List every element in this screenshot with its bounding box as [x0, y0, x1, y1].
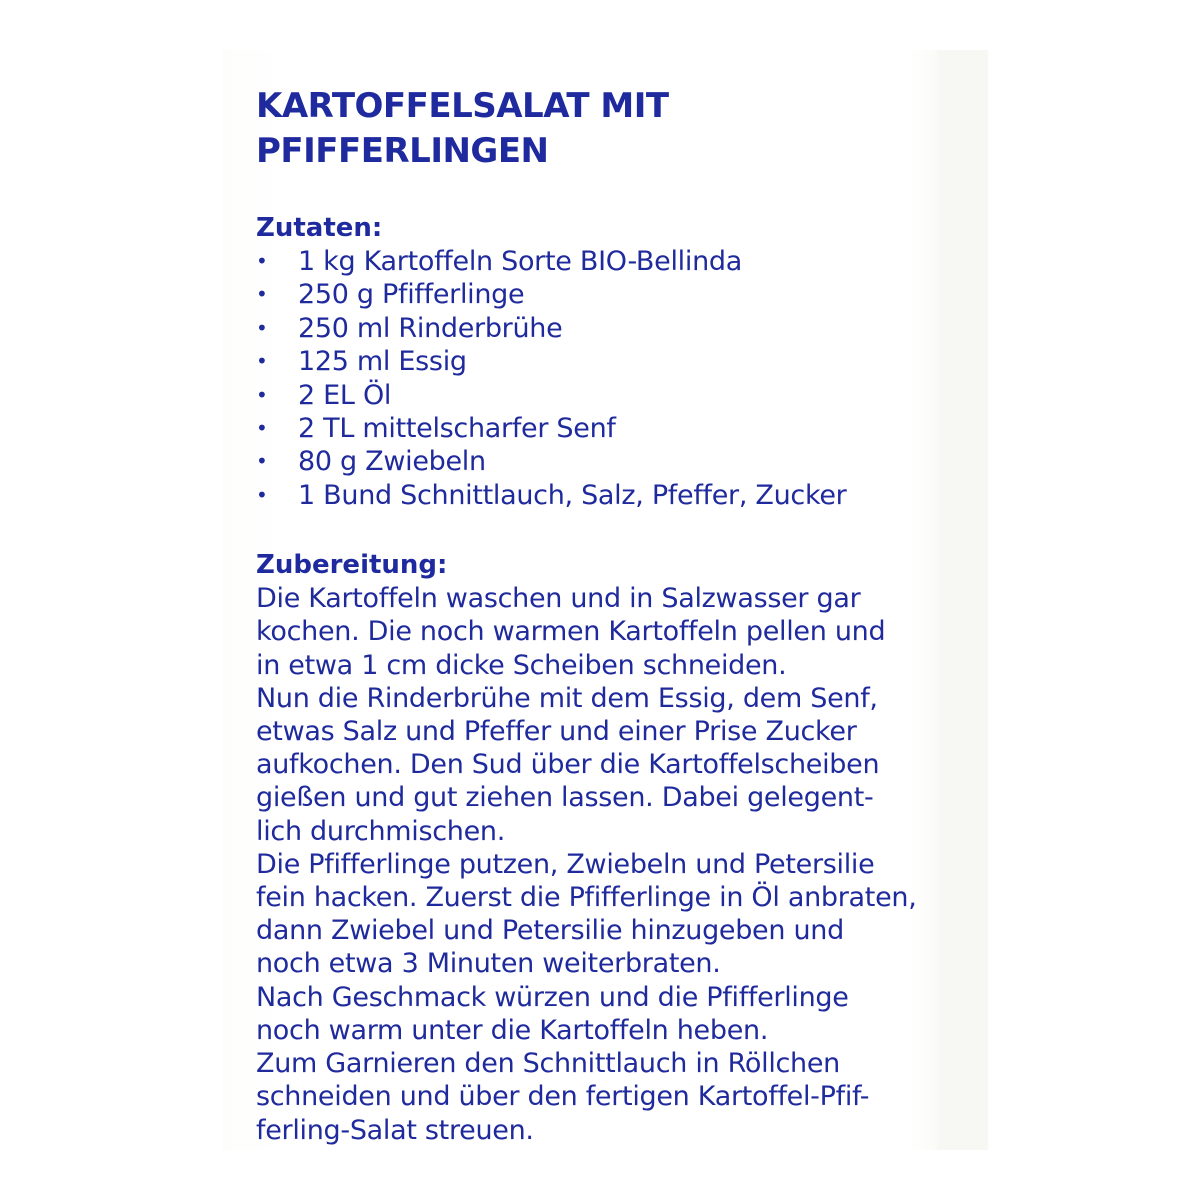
step-line: gießen und gut ziehen lassen. Dabei gelegent-	[256, 782, 874, 814]
title-line-1: KARTOFFELSALAT MIT	[256, 86, 669, 126]
preparation-paragraph	[256, 1047, 956, 1147]
preparation-paragraph	[256, 981, 956, 1047]
ingredient-item	[256, 245, 956, 278]
ingredient-text: 250 g Pfifferlinge	[298, 279, 525, 311]
step-line: in etwa 1 cm dicke Scheiben schneiden.	[256, 649, 787, 681]
ingredient-item	[256, 345, 956, 378]
bullet-icon: •	[256, 315, 268, 340]
preparation-paragraph	[256, 682, 956, 848]
ingredient-item	[256, 412, 956, 445]
title-line-2: PFIFFERLINGEN	[256, 131, 549, 171]
ingredient-item	[256, 445, 956, 478]
bullet-icon: •	[256, 449, 268, 474]
ingredient-item	[256, 479, 956, 512]
preparation-paragraph	[256, 582, 956, 682]
step-line: kochen. Die noch warmen Kartoffeln pellen und	[256, 616, 886, 648]
bullet-icon: •	[256, 416, 268, 441]
ingredient-text: 80 g Zwiebeln	[298, 446, 486, 478]
step-line: fein hacken. Zuerst die Pfifferlinge in Öl anbraten,	[256, 882, 917, 914]
bullet-icon: •	[256, 282, 268, 307]
step-line: Die Kartoffeln waschen und in Salzwasser gar	[256, 583, 861, 615]
ingredients-heading: Zutaten:	[256, 213, 383, 243]
step-line: noch warm unter die Kartoffeln heben.	[256, 1014, 769, 1046]
ingredient-item	[256, 278, 956, 311]
ingredient-text: 1 Bund Schnittlauch, Salz, Pfeffer, Zucker	[298, 479, 847, 511]
bullet-icon: •	[256, 349, 268, 374]
bullet-icon: •	[256, 382, 268, 407]
step-line: aufkochen. Den Sud über die Kartoffelscheiben	[256, 749, 880, 781]
recipe-title	[256, 84, 956, 174]
recipe-content	[256, 84, 956, 1147]
step-line: Zum Garnieren den Schnittlauch in Röllchen	[256, 1048, 840, 1080]
step-line: Nun die Rinderbrühe mit dem Essig, dem Senf,	[256, 682, 878, 714]
ingredient-text: 2 EL Öl	[298, 379, 392, 411]
ingredient-text: 1 kg Kartoffeln Sorte BIO-Bellinda	[298, 246, 742, 277]
ingredient-text: 250 ml Rinderbrühe	[298, 312, 563, 344]
preparation-heading: Zubereitung:	[256, 550, 448, 581]
step-line: ferling-Salat streuen.	[256, 1114, 534, 1146]
step-line: schneiden und über den fertigen Kartoffel-Pfif-	[256, 1081, 870, 1113]
ingredient-text: 2 TL mittelscharfer Senf	[298, 413, 616, 445]
ingredients-list	[256, 245, 956, 512]
ingredient-text: 125 ml Essig	[298, 346, 467, 378]
step-line: etwas Salz und Pfeffer und einer Prise Zucker	[256, 716, 857, 748]
step-line: dann Zwiebel und Petersilie hinzugeben und	[256, 915, 844, 947]
ingredient-item	[256, 312, 956, 345]
preparation-steps	[256, 582, 956, 1146]
preparation-paragraph	[256, 848, 956, 981]
step-line: noch etwa 3 Minuten weiterbraten.	[256, 948, 721, 980]
bullet-icon: •	[256, 249, 268, 273]
step-line: Nach Geschmack würzen und die Pfifferlinge	[256, 981, 849, 1013]
ingredient-item	[256, 379, 956, 412]
bullet-icon: •	[256, 482, 268, 507]
step-line: Die Pfifferlinge putzen, Zwiebeln und Petersilie	[256, 848, 875, 880]
step-line: lich durchmischen.	[256, 815, 505, 847]
